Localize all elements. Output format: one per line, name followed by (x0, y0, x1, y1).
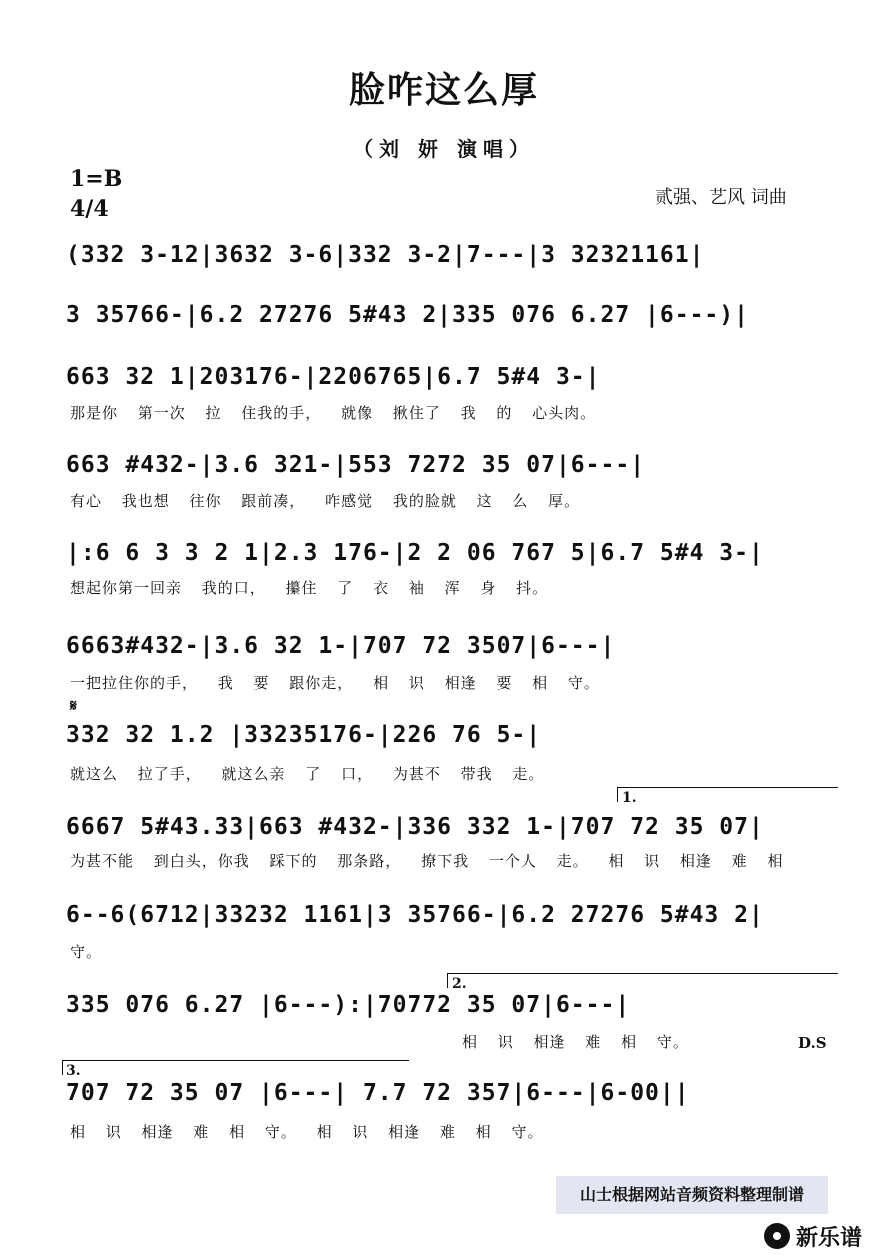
lyric-line-9: 守。 (70, 943, 103, 961)
lyric-line-8: 为甚不能 到白头，你我 踩下的 那条路， 撩下我 一个人 走。 相 识 相逢 难 相 (70, 852, 784, 870)
first-ending-bracket (617, 787, 838, 802)
logo-text: 新乐谱 (796, 1225, 863, 1251)
lyric-line-11: 相 识 相逢 难 相 守。 相 识 相逢 难 相 守。 (70, 1123, 544, 1141)
lyric-line-7: 就这么 拉了手， 就这么亲 了 口， 为甚不 带我 走。 (70, 765, 545, 783)
lyric-line-10: 相 识 相逢 难 相 守。 (462, 1033, 689, 1051)
vinyl-disc-icon (764, 1223, 790, 1249)
second-ending-bracket (447, 973, 838, 988)
first-ending-label: 1. (622, 790, 637, 806)
notation-line-11: 707 72 35 07 |6---| 7.7 72 357|6---|6-00|| (66, 1080, 690, 1106)
site-logo (764, 1221, 862, 1251)
second-ending-label: 2. (452, 976, 467, 992)
notation-line-6: 6663#432-|3.6 32 1-|707 72 3507|6---| (66, 633, 616, 659)
lyric-line-6: 一把拉住你的手， 我 要 跟你走， 相 识 相逢 要 相 守。 (70, 674, 600, 692)
notation-line-10: 335 076 6.27 |6---):|70772 35 07|6---| (66, 992, 631, 1018)
segno-sign: 𝄋 (70, 696, 77, 715)
transcriber-credit: 山士根据网站音频资料整理制谱 (556, 1176, 828, 1214)
composer-credit: 贰强、艺风 词曲 (655, 187, 787, 208)
time-signature: 4/4 (70, 196, 109, 222)
key-signature: 1=B (70, 166, 123, 192)
singer-credit: （刘 妍 演唱） (353, 137, 535, 161)
notation-line-2: 3 35766-|6.2 27276 5#43 2|335 076 6.27 |6---)| (66, 302, 749, 328)
song-title: 脸咋这么厚 (348, 69, 539, 111)
notation-line-9: 6--6(6712|33232 1161|3 35766-|6.2 27276 5#43 2| (66, 902, 764, 928)
lyric-line-4: 有心 我也想 往你 跟前凑， 咋感觉 我的脸就 这 么 厚。 (70, 492, 581, 510)
lyric-line-3: 那是你 第一次 拉 住我的手， 就像 揪住了 我 的 心头肉。 (70, 404, 597, 422)
third-ending-label: 3. (66, 1063, 81, 1079)
dal-segno-mark: D.S (798, 1034, 827, 1052)
notation-line-7: 332 32 1.2 |33235176-|226 76 5-| (66, 722, 542, 748)
notation-line-4: 663 #432-|3.6 321-|553 7272 35 07|6---| (66, 452, 646, 478)
lyric-line-5: 想起你第一回亲 我的口， 攥住 了 衣 袖 浑 身 抖。 (70, 579, 549, 597)
notation-line-1: (332 3-12|3632 3-6|332 3-2|7---|3 32321161| (66, 242, 705, 268)
notation-line-8: 6667 5#43.33|663 #432-|336 332 1-|707 72 35 07| (66, 814, 764, 840)
notation-line-3: 663 32 1|203176-|2206765|6.7 5#4 3-| (66, 364, 601, 390)
notation-line-5: |:6 6 3 3 2 1|2.3 176-|2 2 06 767 5|6.7 5#4 3-| (66, 540, 764, 566)
third-ending-bracket (62, 1060, 409, 1075)
